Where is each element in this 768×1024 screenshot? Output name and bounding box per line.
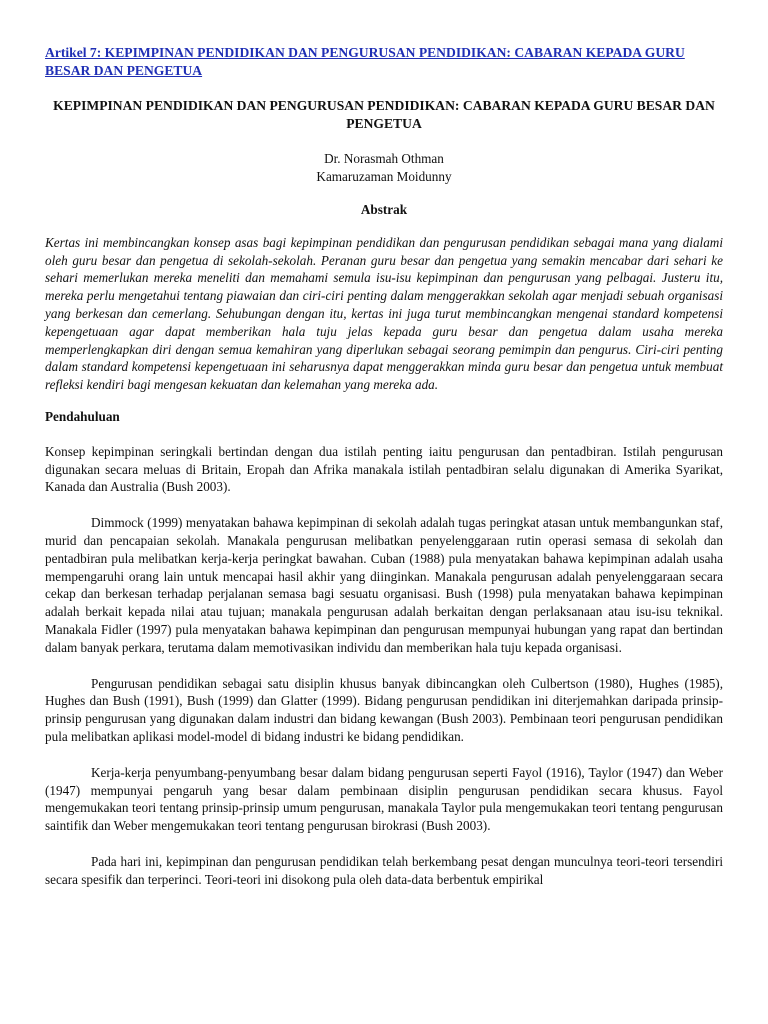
body-paragraph: Konsep kepimpinan seringkali bertindan dengan dua istilah penting iaitu pengurusan dan pentadbiran. Istilah pengurusan digunakan secara meluas di Britain, Eropah dan Afrika manakala istilah pentadbiran selalu digunakan di Amerika Syarikat, Kanada dan Australia (Bush 2003). <box>45 443 723 495</box>
body-paragraph: Pada hari ini, kepimpinan dan pengurusan pendidikan telah berkembang pesat dengan munculnya teori-teori tersendiri secara spesifik dan terperinci. Teori-teori ini disokong pula oleh data-data berbentuk empirikal <box>45 853 723 887</box>
abstract-text: Kertas ini membincangkan konsep asas bagi kepimpinan pendidikan dan pengurusan pendidikan sebagai mana yang dialami oleh guru besar dan pengetua di sekolah-sekolah. Peranan guru besar dan pengetua yang semakin mencabar dari sehari ke sehari memerlukan mereka meneliti dan memahami semula isu-isu kepimpinan dan pengurusan yang pelbagai. Justeru itu, mereka perlu mengetahui tentang piawaian dan ciri-ciri penting dalam menggerakkan sekolah agar menjadi sebuah organisasi yang berkesan dan cemerlang. Sehubungan dengan itu, kertas ini juga turut membincangkan mengenai standard kompetensi kepengetuaan agar dapat memberikan hala tuju jelas kepada guru besar dan pengetua dalam usaha mereka memperlengkapkan diri dengan semua kemahiran yang diperlukan sebagai seorang pemimpin dan pengurus. Ciri-ciri penting dalam standard kompetensi kepengetuaan ini seharusnya dapat menggerakkan minda guru besar dan pengetua untuk membuat refleksi kendiri bagi mengesan kekuatan dan kelemahan yang mereka ada. <box>45 234 723 393</box>
body-paragraph: Pengurusan pendidikan sebagai satu disiplin khusus banyak dibincangkan oleh Culbertson (1980), Hughes (1985), Hughes dan Bush (1991), Bush (1999) dan Glatter (1999). Bidang pengurusan pendidikan ini diterjemahkan daripada prinsip-prinsip pengurusan yang digunakan dalam industri dan bidang kewangan (Bush 2003). Pembinaan teori pengurusan pendidikan pula melibatkan aplikasi model-model di bidang industri ke bidang pendidikan. <box>45 675 723 744</box>
article-header-link[interactable]: Artikel 7: KEPIMPINAN PENDIDIKAN DAN PENGURUSAN PENDIDIKAN: CABARAN KEPADA GURU BESAR DAN PENGETUA <box>45 45 685 78</box>
section-heading: Pendahuluan <box>45 408 120 424</box>
body-paragraph: Kerja-kerja penyumbang-penyumbang besar dalam bidang pengurusan seperti Fayol (1916), Taylor (1947) dan Weber (1947) mempunyai pengaruh yang besar dalam pembinaan disiplin pengurusan pendidikan secara khusus. Fayol mengemukakan teori tentang prinsip-prinsip umum pengurusan, manakala Taylor pula mengemukakan teori tentang pengurusan saintifik dan Weber mengemukakan teori tentang pengurusan birokrasi (Bush 2003). <box>45 764 723 834</box>
abstract-heading: Abstrak <box>360 202 408 217</box>
author-list <box>45 150 723 186</box>
paper-title: KEPIMPINAN PENDIDIKAN DAN PENGURUSAN PENDIDIKAN: CABARAN KEPADA GURU BESAR DAN PENGETUA <box>53 98 715 131</box>
document-page <box>45 44 723 889</box>
author-name: Kamaruzaman Moidunny <box>316 169 452 184</box>
body-paragraph: Dimmock (1999) menyatakan bahawa kepimpinan di sekolah adalah tugas peringkat atasan untuk membangunkan staf, murid dan pencapaian sekolah. Manakala pengurusan melibatkan penyelenggaraan rutin operasi semasa di sekolah dan pentadbiran pula melibatkan kerja-kerja peringkat bawahan. Cuban (1988) pula menyatakan bahawa kepimpinan adalah usaha mempengaruhi orang lain untuk mencapai hasil akhir yang diinginkan. Manakala pengurusan adalah penyelenggaraan secara cekap dan berkesan terhadap perjalanan semasa bagi sesuatu organisasi. Bush (1998) pula menyatakan bahawa kepimpinan adalah berkait kepada nilai atau tujuan; manakala pengurusan adalah berkaitan dengan perlaksanaan atau isu-isu teknikal. Manakala Fidler (1997) pula menyatakan bahawa kepimpinan dan pengurusan mempunyai hubungan yang rapat dan bertindan dalam banyak perkara, terutama dalam memotivasikan individu dan memberikan hala tuju kepada organisasi. <box>45 515 723 655</box>
author-name: Dr. Norasmah Othman <box>324 151 444 166</box>
